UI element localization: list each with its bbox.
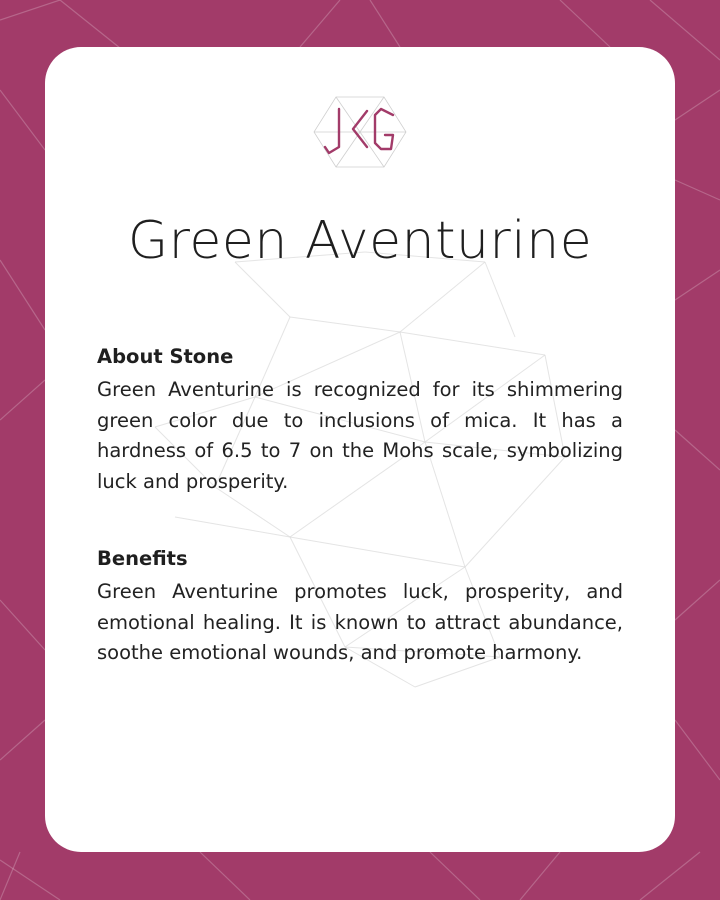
about-body: Green Aventurine is recognized for its shimmering green color due to inclusions of mica. It has a hardness of 6.5 to 7 on the Mohs scale, symbolizing luck and prosperity.	[97, 378, 623, 493]
jcg-logo-icon	[313, 95, 407, 169]
benefits-section	[97, 545, 623, 669]
benefits-heading: Benefits	[97, 547, 188, 570]
about-section	[97, 343, 623, 497]
about-heading: About Stone	[97, 345, 234, 368]
info-card	[45, 47, 675, 852]
benefits-body: Green Aventurine promotes luck, prosperity, and emotional healing. It is known to attract abundance, soothe emotional wounds, and promote harmony.	[97, 580, 623, 664]
page-title: Green Aventurine	[127, 211, 593, 271]
